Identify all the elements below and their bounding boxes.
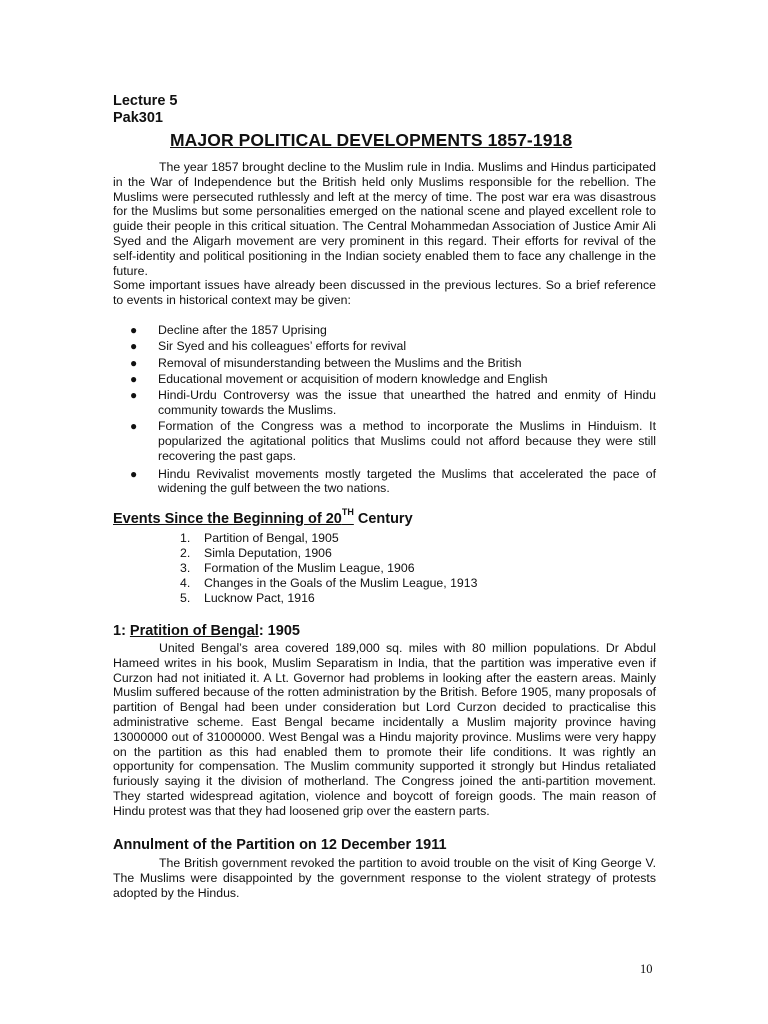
partition-section xyxy=(113,641,656,819)
annulment-paragraph: The British government revoked the partition to avoid trouble on the visit of King George V. The Muslims were disappointed by the government response to the violent strategy of protests adopted by the Hindus. xyxy=(113,856,656,900)
bullet-icon: ● xyxy=(130,371,138,386)
bullet-icon: ● xyxy=(130,419,138,434)
list-item: ● Hindu Revivalist movements mostly targeted the Muslims that accelerated the pace of widening the gulf between the two nations. xyxy=(130,466,656,496)
key-issues-list xyxy=(113,323,656,498)
partition-heading: 1: Pratition of Bengal: 1905 xyxy=(113,623,300,639)
intro-section xyxy=(113,160,656,308)
list-item: 3. Formation of the Muslim League, 1906 xyxy=(180,561,415,575)
intro-paragraph-2: Some important issues have already been discussed in the previous lectures. So a brief reference to events in historical context may be given: xyxy=(113,278,656,308)
list-item: ● Educational movement or acquisition of modern knowledge and English xyxy=(130,371,548,386)
annulment-heading: Annulment of the Partition on 12 December 1911 xyxy=(113,837,447,853)
list-item: ● Hindi-Urdu Controversy was the issue that unearthed the hatred and enmity of Hindu community towards the Muslims. xyxy=(130,388,656,417)
bullet-icon: ● xyxy=(130,466,138,481)
intro-paragraph-1: The year 1857 brought decline to the Muslim rule in India. Muslims and Hindus participated in the War of Independence but the British held only Muslims responsible for the rebellion. The Muslims were persecuted ruthlessly and left at the mercy of time. The post war era was disastrous for the Muslims but some personalities emerged on the national scene and played excellent role to guide their people in this critical situation. The Central Mohammedan Association of Justice Amir Ali Syed and the Aligarh movement are very prominent in this regard. Their efforts for revival of the self-identity and political positioning in the Indian society enabled them to face any challenge in the future. xyxy=(113,160,656,278)
list-item: ● Removal of misunderstanding between the Muslims and the British xyxy=(130,355,522,370)
list-item: 4. Changes in the Goals of the Muslim League, 1913 xyxy=(180,576,478,590)
annulment-section xyxy=(113,856,656,900)
lecture-number: Lecture 5 xyxy=(113,93,178,109)
events-heading: Events Since the Beginning of 20TH Century xyxy=(113,507,413,527)
list-item: 5. Lucknow Pact, 1916 xyxy=(180,591,315,605)
bullet-icon: ● xyxy=(130,355,138,370)
list-item: 2. Simla Deputation, 1906 xyxy=(180,546,332,560)
bullet-icon: ● xyxy=(130,323,138,337)
list-item: ● Formation of the Congress was a method to incorporate the Muslims in Hinduism. It popularized the agitational politics that Muslims could not afford because they were still recovering the past gaps. xyxy=(130,419,656,463)
bullet-icon: ● xyxy=(130,339,138,354)
partition-paragraph: United Bengal’s area covered 189,000 sq. miles with 80 million populations. Dr Abdul Hameed writes in his book, Muslim Separatism in India, that the partition was imperative even if Curzon had not initiated it. A Lt. Governor had problems in looking after the eastern areas. Mainly Muslim suffered because of the rotten administration by the British. Before 1905, many proposals of partition of Bengal had been under consideration but Lord Curzon decided to practicalise this administrative scheme. East Bengal became incidentally a Muslim majority province having 13000000 out of 31000000. West Bengal was a Hindu majority province. Muslims were very happy on the partition as this had enabled them to promote their life conditions. It was rightly an opportunity for compensation. The Muslim community supported it strongly but Hindus retaliated furiously saying it the division of motherland. The Congress joined the anti-partition movement. They started widespread agitation, violence and boycott of foreign goods. The main reason of Hindu protest was that they had loosened grip over the eastern parts. xyxy=(113,641,656,818)
list-item: ● Sir Syed and his colleagues’ efforts for revival xyxy=(130,339,407,354)
bullet-icon: ● xyxy=(130,388,138,403)
events-list xyxy=(180,531,477,606)
page-number: 10 xyxy=(640,962,653,976)
list-item: 1. Partition of Bengal, 1905 xyxy=(180,531,339,545)
page-title: MAJOR POLITICAL DEVELOPMENTS 1857-1918 xyxy=(170,130,573,150)
list-item: ● Decline after the 1857 Uprising xyxy=(130,323,327,337)
course-code: Pak301 xyxy=(113,110,163,126)
